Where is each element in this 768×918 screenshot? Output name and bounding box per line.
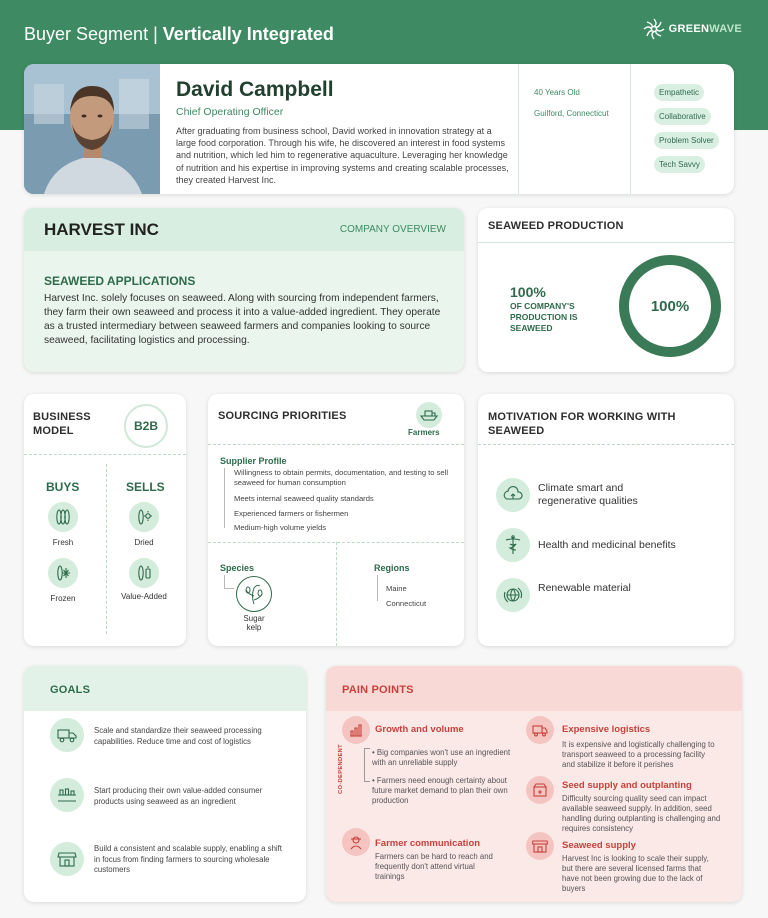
logistics-truck-icon — [526, 716, 554, 744]
storefront-icon — [50, 842, 84, 876]
sells-item: Value-Added — [121, 592, 167, 601]
growth-chart-icon — [342, 716, 370, 744]
divider — [478, 242, 734, 243]
profile-role: Chief Operating Officer — [176, 106, 284, 118]
motivation-card — [478, 394, 734, 646]
goal-item: Start producing their own value-added consumer products using seaweed as an ingredient — [94, 786, 263, 806]
divider — [336, 542, 337, 646]
growth-bullet: • Farmers need enough certainty about future market demand to plan their own production — [372, 776, 508, 805]
supplier-item: Experienced farmers or fishermen — [234, 509, 349, 518]
motivation-item: Renewable material — [538, 582, 631, 594]
greenwave-logo — [643, 18, 742, 40]
health-caduceus-icon — [496, 528, 530, 562]
pain-item-title: Seaweed supply — [562, 840, 636, 851]
pain-item-title: Growth and volume — [375, 724, 464, 735]
growth-bullet-text: Farmers need enough certainty about future market demand to plan their own production — [372, 776, 508, 805]
goals-title: GOALS — [50, 684, 91, 696]
seed-box-icon — [526, 776, 554, 804]
farmers-boat-icon — [416, 402, 442, 428]
supply-store-icon — [526, 832, 554, 860]
buys-title: BUYS — [46, 480, 80, 494]
company-overview-card — [24, 208, 464, 372]
kelp-icon — [236, 576, 272, 612]
renewable-globe-icon — [496, 578, 530, 612]
supplier-item: Meets internal seaweed quality standards — [234, 494, 374, 503]
sourcing-card — [208, 394, 464, 646]
motivation-item: Climate smart and regenerative qualities — [538, 482, 638, 507]
products-shelf-icon — [50, 778, 84, 812]
motivation-title: MOTIVATION FOR WORKING WITH SEAWEED — [488, 411, 676, 437]
trait-badge: Collaborative — [654, 108, 711, 125]
value-added-icon — [129, 558, 159, 588]
production-title: SEAWEED PRODUCTION — [488, 220, 624, 232]
growth-bullet: • Big companies won't use an ingredient with an unreliable supply — [372, 748, 511, 767]
profile-location: Guilford, Connecticut — [534, 109, 609, 118]
trait-badge: Empathetic — [654, 84, 704, 101]
tree-line — [224, 575, 234, 589]
goals-card — [24, 666, 306, 902]
divider — [24, 454, 186, 455]
pain-item-text: It is expensive and logistically challenging to transport seaweed to a processing facility and stabilize it before it perishes — [562, 740, 715, 769]
logo-text: GREEN — [668, 23, 710, 35]
pain-points-card — [326, 666, 742, 902]
dried-icon — [129, 502, 159, 532]
farmer-person-icon — [342, 828, 370, 856]
sourcing-title: SOURCING PRIORITIES — [218, 410, 347, 422]
truck-icon — [50, 718, 84, 752]
sells-item: Dried — [134, 538, 154, 547]
pain-item-text: Harvest Inc is looking to scale their supply, but there are several licensed farms that have not been growing due to the lack of buyers — [562, 854, 709, 893]
supplier-item: Willingness to obtain permits, documentation, and testing to sell seaweed for human consumption — [234, 468, 449, 487]
co-dependent-label: CO-DEPENDENT — [338, 744, 344, 794]
tree-line — [377, 575, 378, 601]
b2b-badge: B2B — [124, 404, 168, 448]
buys-item: Frozen — [50, 594, 76, 603]
segment-label: Buyer Segment | — [24, 24, 163, 44]
profile-bio: After graduating from business school, David worked in innovation strategy at a large food corporation. Through his wife, he discovered an interest in food systems and nutrition, which led him to regenerative aquaculture. Leveraging her knowledge of nutrition and his expertise in improving systems and creating scalable processes, they created Harvest Inc. — [176, 126, 509, 185]
region-item: Connecticut — [386, 599, 427, 608]
profile-age: 40 Years Old — [534, 88, 580, 97]
motivation-item: Health and medicinal benefits — [538, 539, 676, 551]
pain-title: PAIN POINTS — [342, 684, 414, 696]
bracket — [364, 748, 370, 782]
pain-item-title: Seed supply and outplanting — [562, 780, 692, 791]
trait-badge: Problem Solver — [654, 132, 719, 149]
applications-title: SEAWEED APPLICATIONS — [44, 274, 196, 288]
supplier-item: Medium-high volume yields — [234, 523, 327, 532]
production-card — [478, 208, 734, 372]
business-model-title: BUSINESS MODEL — [33, 411, 91, 437]
regions-title: Regions — [374, 563, 410, 573]
profile-card — [24, 64, 734, 194]
swirl-icon — [643, 18, 665, 40]
divider — [630, 64, 631, 194]
pain-item-title: Expensive logistics — [562, 724, 651, 735]
business-model-card — [24, 394, 186, 646]
pain-item-text: Difficulty sourcing quality seed can impact available seaweed supply. In addition, seed handling during outplanting is challenging and requires consistency — [562, 794, 721, 833]
farmers-label: Farmers — [408, 428, 440, 437]
profile-name: David Campbell — [176, 78, 334, 101]
production-donut — [616, 252, 724, 360]
frozen-icon — [48, 558, 78, 588]
supplier-profile-title: Supplier Profile — [220, 456, 287, 466]
species-name: Sugar kelp — [243, 614, 265, 632]
goal-item: Scale and standardize their seaweed processing capabilities. Reduce time and cost of logistics — [94, 726, 262, 746]
company-name: HARVEST INC — [44, 220, 159, 239]
segment-value: Vertically Integrated — [162, 24, 334, 44]
sells-title: SELLS — [126, 480, 165, 494]
page-title — [24, 24, 334, 45]
divider — [518, 64, 519, 194]
company-overview-label: COMPANY OVERVIEW — [339, 224, 446, 235]
production-percent: 100% — [510, 284, 546, 300]
divider — [208, 444, 464, 445]
seaweed-fresh-icon — [48, 502, 78, 532]
pain-item-title: Farmer communication — [375, 838, 481, 849]
trait-badge: Tech Savvy — [654, 156, 705, 173]
species-title: Species — [220, 563, 255, 573]
divider — [106, 464, 107, 634]
tree-line — [224, 468, 225, 528]
donut-label: 100% — [650, 298, 690, 315]
production-subtext: OF COMPANY'S PRODUCTION IS SEAWEED — [510, 301, 578, 333]
divider — [478, 444, 734, 445]
pain-item-text: Farmers can be hard to reach and frequently don't attend virtual trainings — [375, 852, 493, 881]
profile-photo — [24, 64, 160, 194]
logo-text-accent: WAVE — [709, 23, 742, 35]
buys-item: Fresh — [52, 538, 74, 547]
region-item: Maine — [386, 584, 407, 593]
goal-item: Build a consistent and scalable supply, enabling a shift in focus from finding farmers to sourcing wholesale customers — [94, 844, 282, 874]
growth-bullet-text: Big companies won't use an ingredient with an unreliable supply — [372, 748, 511, 767]
climate-cloud-icon — [496, 478, 530, 512]
applications-text: Harvest Inc. solely focuses on seaweed. Along with sourcing from independent farmers, they farm their own seaweed and process it into a value-added ingredient. They operate as a trusted intermediary between seaweed farmers and companies looking to source seaweed, facilitating logistics and processing. — [44, 293, 441, 346]
